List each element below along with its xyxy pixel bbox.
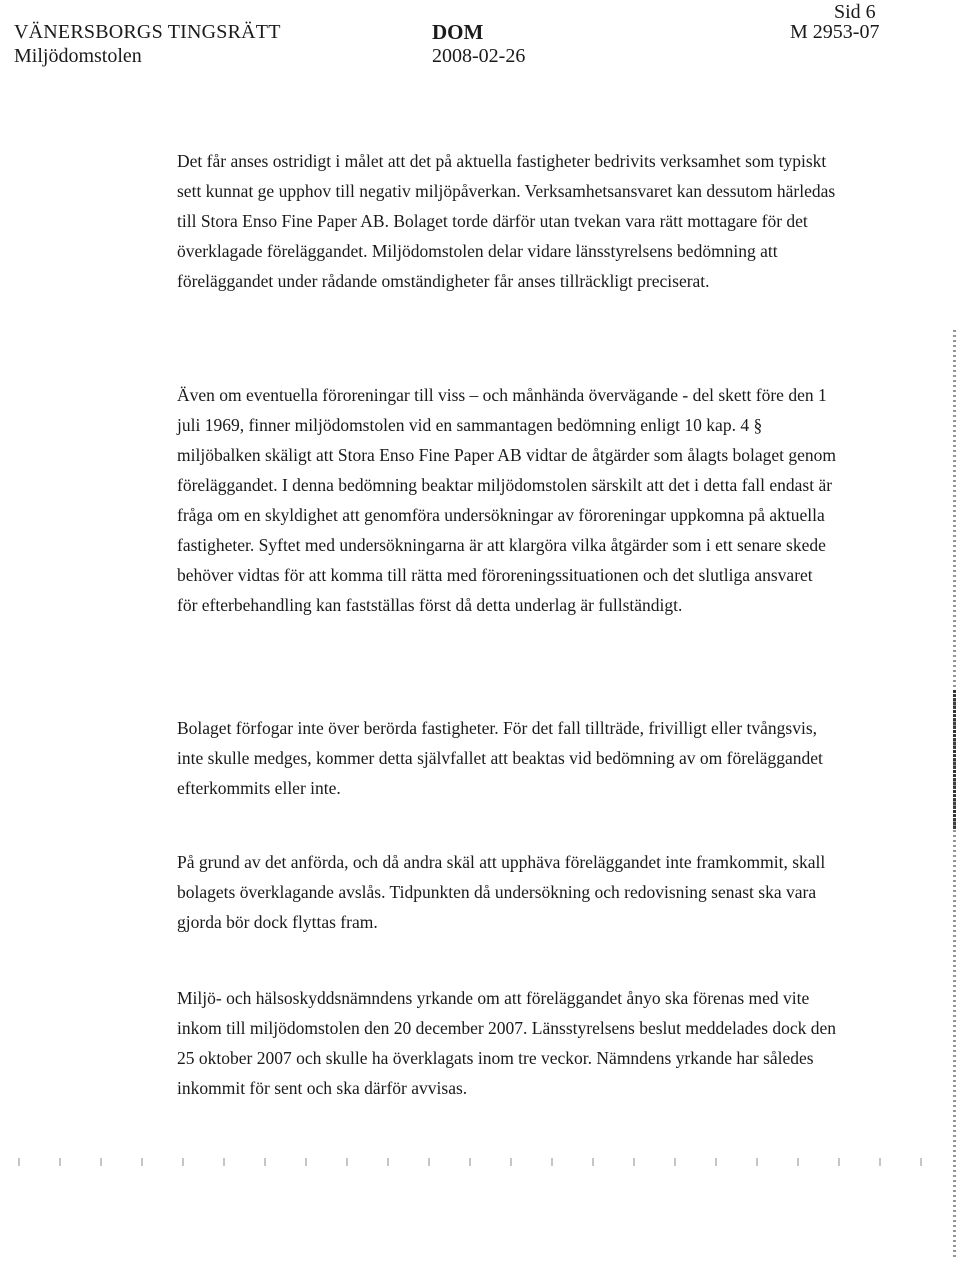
case-number: M 2953-07	[790, 21, 880, 43]
page-number: Sid 6	[834, 1, 876, 23]
paragraph-liability: Det får anses ostridigt i målet att det på aktuella fastigheter bedrivits verksamhet som typiskt sett kunnat ge upphov till negativ miljöpåverkan. Verksamhetsansvaret kan dessutom härledas till Stora Enso Fine Paper AB. Bolaget torde därför utan tvekan vara rätt mottagare för det överklagade föreläggandet. Miljödomstolen delar vidare länsstyrelsens bedömning att föreläggandet under rådande omständigheter får anses tillräckligt preciserat.	[177, 151, 836, 291]
document-date: 2008-02-26	[432, 45, 526, 67]
court-name: VÄNERSBORGS TINGSRÄTT	[14, 21, 281, 43]
scan-edge-dark-artifact	[953, 690, 956, 830]
paragraph-assessment: Även om eventuella föroreningar till viss – och månhända övervägande - del skett före den 1 juli 1969, finner miljödomstolen vid en sammantagen bedömning enligt 10 kap. 4 § miljöbalken skäligt att Stora Enso Fine Paper AB vidtar de åtgärder som ålagts bolaget genom föreläggandet. I denna bedömning beaktar miljödomstolen särskilt att det i detta fall endast är fråga om en skyldighet att genomföra undersökningar av föroreningar uppkomna på aktuella fastigheter. Syftet med undersökningarna är att klargöra vilka åtgärder som i ett senare skede behöver vidtas för att komma till rätta med föroreningssituationen och det slutliga ansvaret för efterbehandling kan fastställas först då detta underlag är fullständigt.	[177, 385, 837, 615]
document-type: DOM	[432, 20, 484, 44]
scan-noise-line	[0, 1158, 960, 1166]
paragraph-conclusion: På grund av det anförda, och då andra skäl att upphäva föreläggandet inte framkommit, skall bolagets överklagande avslås. Tidpunkten då undersökning och redovisning senast ska vara gjorda bör dock flyttas fram.	[177, 852, 826, 932]
paragraph-property-access: Bolaget förfogar inte över berörda fastigheter. För det fall tillträde, frivilligt eller tvångsvis, inte skulle medges, kommer detta självfallet att beaktas vid bedömning av om föreläggandet efterkommits eller inte.	[177, 718, 823, 798]
paragraph-dismissal: Miljö- och hälsoskyddsnämndens yrkande om att föreläggandet ånyo ska förenas med vite inkom till miljödomstolen den 20 december 2007. Länsstyrelsens beslut meddelades dock den 25 oktober 2007 och skulle ha överklagats inom tre veckor. Nämndens yrkande har således inkommit för sent och ska därför avvisas.	[177, 988, 837, 1098]
court-department: Miljödomstolen	[14, 45, 142, 67]
